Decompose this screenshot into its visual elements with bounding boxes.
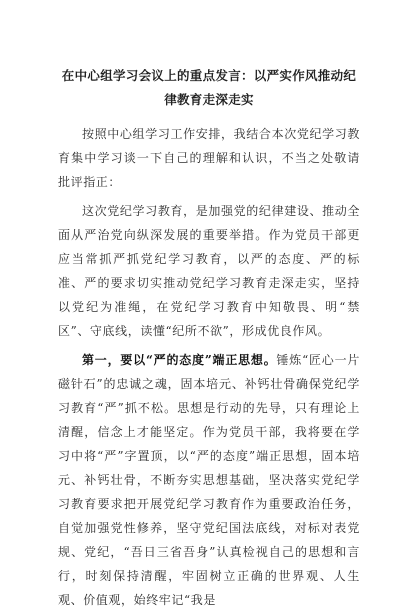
context-paragraph-text: 这次党纪学习教育，是加强党的纪律建设、推动全面从严治党向纵深发展的重要举措。作为党员干部更应当常抓严抓党纪学习教育，以严的态度、严的标准、严的要求切实推动党纪学习教育走深走实，坚持以党纪为准绳，在党纪学习教育中知敬畏、明“禁区”、守底线，读懂“纪所不欲”，形成优良作风。 [58, 204, 360, 338]
intro-paragraph-text: 按照中心组学习工作安排，我结合本次党纪学习教育集中学习谈一下自己的理解和认识，不当之处敬请批评指正： [58, 127, 360, 189]
context-paragraph [58, 199, 360, 343]
point-one-heading: 第一，要以“严的态度”端正思想。 [82, 353, 277, 367]
point-one-paragraph [58, 348, 360, 612]
intro-paragraph [58, 122, 360, 194]
document-title: 在中心组学习会议上的重点发言：以严实作风推动纪律教育走深走实 [61, 68, 357, 107]
title-spacer [58, 112, 360, 122]
point-one-text: 锤炼“匠心一片磁针石”的忠诚之魂，固本培元、补钙壮骨确保党纪学习教育“严”抓不松。思想是行动的先导，只有理论上清醒，信念上才能坚定。作为党员干部，我将要在学习中将“严”字置顶，以“严的态度”端正思想，固本培元、补钙壮骨，不断夯实思想基础，坚决落实党纪学习教育要求把开展党纪学习教育作为重要政治任务，自觉加强党性修养，坚守党纪国法底线，对标对表党规、党纪，“吾日三省吾身”认真检视自己的思想和言行，时刻保持清醒，牢固树立正确的世界观、人生观、价值观，始终牢记“我是 [58, 353, 360, 607]
